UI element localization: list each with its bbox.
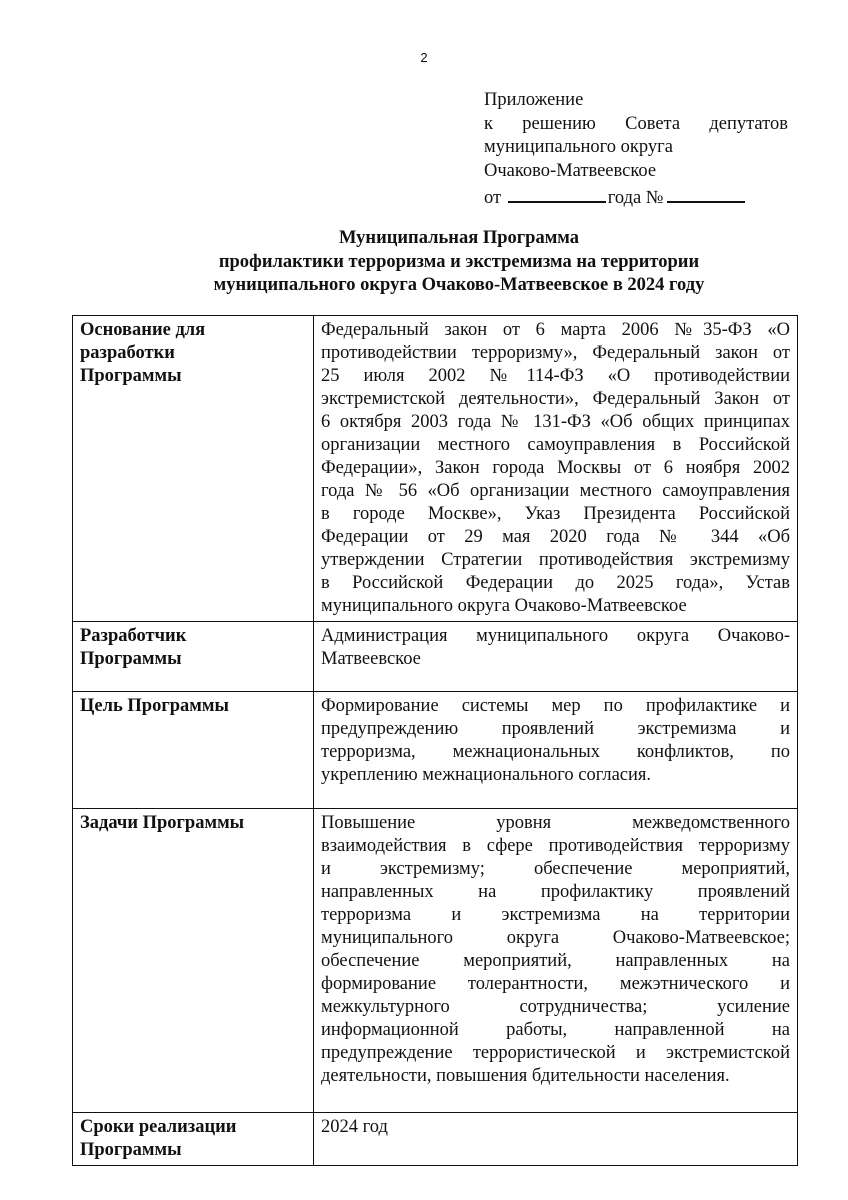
row-value-line: терроризма и экстремизма на территории xyxy=(321,905,790,925)
row-value-line: Повышение уровня межведомственного xyxy=(321,813,790,833)
row-value-line: Матвеевское xyxy=(321,649,421,669)
row-value-line: 6 октября 2003 года № 131-ФЗ «Об общих принципах xyxy=(321,412,790,432)
page-number: 2 xyxy=(420,50,428,65)
appendix-block xyxy=(484,89,788,211)
row-value-line: 25 июля 2002 №114-ФЗ «О противодействии xyxy=(321,366,790,386)
date-prefix: от xyxy=(484,188,502,208)
table-row xyxy=(73,809,798,1113)
row-value-line: предупреждению проявлений экстремизма и xyxy=(321,719,790,739)
row-label xyxy=(73,809,314,1113)
row-value-line: Формирование системы мер по профилактике и xyxy=(321,696,790,716)
row-label-line: Разработчик xyxy=(80,626,187,646)
row-value-line: информационной работы, направленной на xyxy=(321,1020,790,1040)
row-value-line: взаимодействия в сфере противодействия терроризму xyxy=(321,836,790,856)
row-value xyxy=(314,809,798,1113)
appendix-line: к решению Совета депутатов xyxy=(484,113,788,134)
row-value-line: Администрация муниципального округа Очаково- xyxy=(321,626,790,646)
row-label-line: Программы xyxy=(80,366,182,386)
row-value-line: укреплению межнационального согласия. xyxy=(321,765,652,785)
row-value-line: Федерации от 29 мая 2020 года № 344 «Об xyxy=(321,527,790,547)
row-value-line: формирование толерантности, межэтнического и xyxy=(321,974,790,994)
row-label-line: Цель Программы xyxy=(80,696,229,716)
row-value-line: 2024 год xyxy=(321,1117,388,1137)
row-value-line: муниципального округа Очаково-Матвеевское; xyxy=(321,928,790,948)
row-label xyxy=(73,622,314,692)
row-value-line: Федеральный закон от 6 марта 2006 №35-ФЗ «О xyxy=(321,320,790,340)
row-value-line: направленных на профилактику проявлений xyxy=(321,882,790,902)
row-label-line: Программы xyxy=(80,1140,182,1160)
number-blank xyxy=(667,183,745,203)
row-value-line: года № 56 «Об организации местного самоуправления xyxy=(321,481,790,501)
table-row xyxy=(73,622,798,692)
row-label xyxy=(73,692,314,809)
row-value-line: Федерации», Закон города Москвы от 6 ноября 2002 xyxy=(321,458,790,478)
row-value-line: обеспечение мероприятий, направленных на xyxy=(321,951,790,971)
row-value-line: деятельности, повышения бдительности населения. xyxy=(321,1066,730,1086)
program-table-body xyxy=(73,316,798,1166)
row-value-line: экстремистской деятельности», Федеральный Закон от xyxy=(321,389,790,409)
row-value-line: противодействии терроризму», Федеральный закон от xyxy=(321,343,790,363)
row-value-line: в городе Москве», Указ Президента Российской xyxy=(321,504,790,524)
row-label-line: разработки xyxy=(80,343,175,363)
row-value-line: и экстремизму; обеспечение мероприятий, xyxy=(321,859,790,879)
row-label-line: Программы xyxy=(80,649,182,669)
table-row xyxy=(73,316,798,622)
document-title xyxy=(0,227,848,298)
row-value-line: терроризма, межнациональных конфликтов, по xyxy=(321,742,790,762)
table-row xyxy=(73,1113,798,1166)
title-line: муниципального округа Очаково-Матвеевское в 2024 году xyxy=(213,275,705,295)
date-blank xyxy=(508,183,606,203)
appendix-date-line xyxy=(484,183,788,211)
row-value-line: организации местного самоуправления в Российской xyxy=(321,435,790,455)
title-line: Муниципальная Программа xyxy=(338,228,580,248)
row-value xyxy=(314,622,798,692)
row-label xyxy=(73,316,314,622)
row-label-line: Сроки реализации xyxy=(80,1117,237,1137)
table-row xyxy=(73,692,798,809)
appendix-line: Очаково-Матвеевское xyxy=(484,160,657,181)
row-value xyxy=(314,692,798,809)
row-label xyxy=(73,1113,314,1166)
row-label-line: Задачи Программы xyxy=(80,813,245,833)
row-value xyxy=(314,316,798,622)
row-value-line: в Российской Федерации до 2025 года», Устав xyxy=(321,573,790,593)
appendix-line: муниципального округа xyxy=(484,137,673,157)
year-label: года № xyxy=(607,188,664,208)
program-table xyxy=(72,315,798,1166)
row-value xyxy=(314,1113,798,1166)
row-label-line: Основание для xyxy=(80,320,206,340)
row-value-line: предупреждение террористической и экстремистской xyxy=(321,1043,790,1063)
title-line: профилактики терроризма и экстремизма на территории xyxy=(218,251,700,272)
row-value-line: утверждении Стратегии противодействия экстремизму xyxy=(321,550,790,570)
row-value-line: межкультурного сотрудничества; усиление xyxy=(321,997,790,1017)
row-value-line: муниципального округа Очаково-Матвеевское xyxy=(321,596,687,616)
appendix-line: Приложение xyxy=(484,90,584,110)
